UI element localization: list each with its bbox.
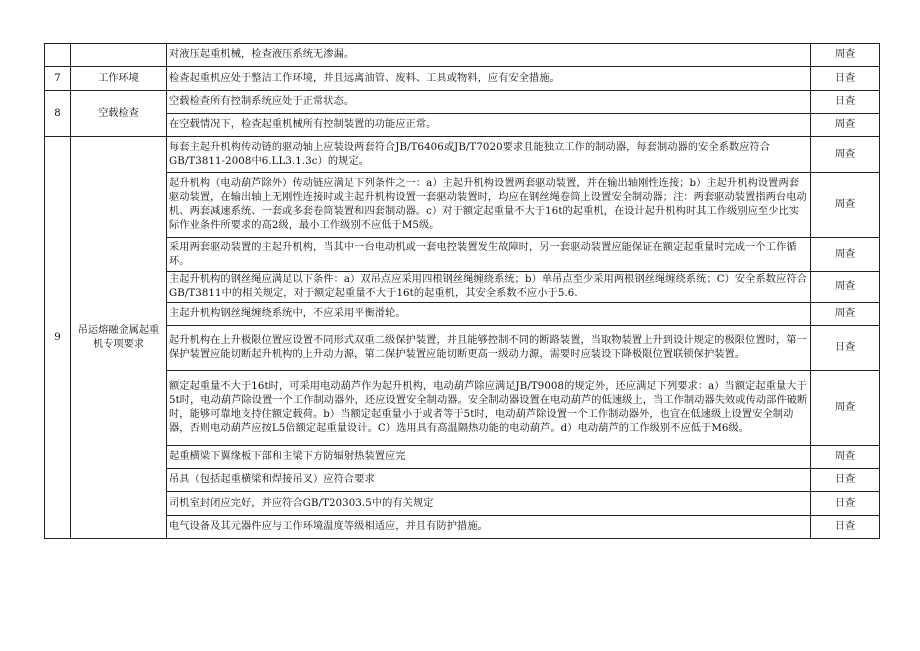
check-cycle: 周查 [811, 114, 880, 137]
table-row [45, 516, 880, 539]
inspection-table [44, 43, 880, 539]
check-cycle: 日查 [811, 67, 880, 91]
requirement-text: 起重横梁下翼缘板下部和主梁下方防辐射热装置应完 [167, 446, 811, 469]
requirement-text: 电气设备及其元器件应与工作环境温度等级相适应，并且有防护措施。 [167, 516, 811, 539]
check-cycle: 日查 [811, 492, 880, 516]
check-cycle: 周查 [811, 173, 880, 238]
table-row [45, 137, 880, 173]
row-number: 8 [45, 91, 71, 137]
item-name: 吊运熔融金属起重机专项要求 [71, 137, 167, 539]
table-row [45, 303, 880, 326]
check-cycle: 日查 [811, 326, 880, 371]
table-row [45, 238, 880, 272]
table-row [45, 272, 880, 303]
item-name: 空载检查 [71, 91, 167, 137]
row-number: 7 [45, 67, 71, 91]
requirement-text: 司机室封闭应完好，并应符合GB/T20303.5中的有关规定 [167, 492, 811, 516]
table-row [45, 173, 880, 238]
check-cycle: 周查 [811, 371, 880, 446]
check-cycle: 周查 [811, 272, 880, 303]
table-row [45, 91, 880, 114]
check-cycle: 周查 [811, 44, 880, 67]
item-name [71, 44, 167, 67]
requirement-text: 空载检查所有控制系统应处于正常状态。 [167, 91, 811, 114]
requirement-text: 额定起重量不大于16t时，可采用电动葫芦作为起升机构，电动葫芦除应满足JB/T9008的规定外，还应满足下列要求：a）当额定起重量大于5t时，电动葫芦除设置一个工作制动器外，还应设置安全制动器。安全制动器设置在电动葫芦的低速级上，当工作制动器失效或传动部件破断时，能够可靠地支持住额定载荷。b）当额定起重量小于或者等于5t时，电动葫芦除设置一个工作制动器外，也宜在低速级上设置安全制动器，否则电动葫芦应按L5倍额定起重量设计。C）选用具有高温隔热功能的电动葫芦。d）电动葫芦的工作级别不应低于M6级。 [167, 371, 811, 446]
check-cycle: 日查 [811, 516, 880, 539]
check-cycle: 周查 [811, 303, 880, 326]
check-cycle: 周查 [811, 446, 880, 469]
requirement-text: 在空载情况下，检查起重机械所有控制装置的功能应正常。 [167, 114, 811, 137]
check-cycle: 日查 [811, 91, 880, 114]
item-name: 工作环境 [71, 67, 167, 91]
table-row [45, 446, 880, 469]
table-row [45, 469, 880, 492]
requirement-text: 对液压起重机械，检查液压系统无渗漏。 [167, 44, 811, 67]
requirement-text: 每套主起升机构传动链的驱动轴上应装设两套符合JB/T6406或JB/T7020要求且能独立工作的制动器，每套制动器的安全系数应符合GB/T3811-2008中6.LL3.1.3c）的规定。 [167, 137, 811, 173]
check-cycle: 日查 [811, 469, 880, 492]
requirement-text: 采用两套驱动装置的主起升机构，当其中一台电动机或一套电控装置发生故障时，另一套驱动装置应能保证在额定起重量时完成一个工作循环。 [167, 238, 811, 272]
check-cycle: 周查 [811, 137, 880, 173]
requirement-text: 主起升机构的钢丝绳应满足以下条件：a）双吊点应采用四根钢丝绳缠绕系统；b）单吊点至少采用两根钢丝绳缠绕系统；C）安全系数应符合GB/T3811中的相关规定，对于额定起重量不大于16t的起重机，其安全系数不应小于5.6. [167, 272, 811, 303]
requirement-text: 起升机构（电动葫芦除外）传动链应满足下列条件之一：a）主起升机构设置两套驱动装置，并在输出轴刚性连接；b）主起升机构设置两套驱动装置，在输出轴上无刚性连接时或主起升机构设置一套驱动装置时，均应在钢丝绳卷筒上设置安全制动器；注：两套驱动装置指两台电动机、两套减速系统、一套或多套卷筒装置和四套制动器。c）对于额定起重量不大于16t的起重机，在设计起升机构时其工作级别应至少比实际作业条件所要求的高2级，最小工作级别不应低于M5级。 [167, 173, 811, 238]
table-row [45, 67, 880, 91]
requirement-text: 起升机构在上升极限位置应设置不同形式双重二级保护装置，并且能够控制不同的断路装置，当取物装置上升到设计规定的极限位置时，第一保护装置应能切断起升机构的上升动力源，第二保护装置应能切断更高一级动力源，需要时应装设下降极限位置联锁保护装置。 [167, 326, 811, 371]
row-number: 9 [45, 137, 71, 539]
requirement-text: 吊具（包括起重横梁和焊接吊叉）应符合要求 [167, 469, 811, 492]
requirement-text: 主起升机构钢丝绳缠绕系统中，不应采用平衡滑轮。 [167, 303, 811, 326]
table-row [45, 44, 880, 67]
table-row [45, 492, 880, 516]
table-row [45, 371, 880, 446]
check-cycle: 周查 [811, 238, 880, 272]
table-row [45, 114, 880, 137]
row-number [45, 44, 71, 67]
table-row [45, 326, 880, 371]
requirement-text: 检查起重机应处于整洁工作环境，并且远离油管、废料、工具或物料，应有安全措施。 [167, 67, 811, 91]
